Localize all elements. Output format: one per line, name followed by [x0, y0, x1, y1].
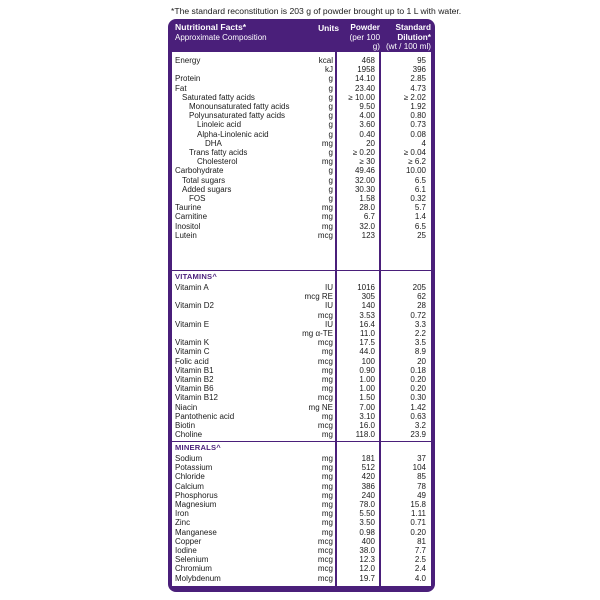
powder-value: 181: [361, 454, 375, 463]
standard-value: 0.71: [410, 518, 426, 528]
table-row: [172, 500, 431, 509]
powder-value: 1016: [357, 283, 375, 292]
nutrient-name: Taurine: [175, 203, 202, 213]
table-row: [172, 430, 431, 439]
table-row: [172, 176, 431, 185]
table-row: [172, 148, 431, 157]
table-row: [172, 130, 431, 139]
powder-value: 0.40: [359, 129, 375, 139]
standard-value: 0.80: [410, 111, 426, 121]
standard-value: 3.3: [414, 319, 426, 329]
powder-value: 23.40: [354, 83, 375, 93]
nutrient-name: Niacin: [175, 402, 198, 412]
standard-value: 7.7: [414, 546, 426, 555]
nutrient-name: Vitamin D2: [175, 301, 214, 311]
unit-cell: mg: [321, 509, 333, 519]
nutrient-name: Trans fatty acids: [189, 148, 248, 157]
standard-value: 1.4: [414, 212, 426, 222]
nutrient-name: FOS: [189, 194, 206, 203]
powder-value: 16.0: [359, 421, 375, 430]
header-standard-cell: [382, 23, 431, 52]
table-row: [172, 555, 431, 564]
standard-value: 81: [417, 536, 426, 546]
table-row: [172, 412, 431, 421]
table-row: [172, 56, 431, 65]
nutrient-name: Total sugars: [182, 175, 226, 185]
powder-value: 38.0: [359, 546, 375, 555]
unit-cell: mg: [321, 454, 333, 463]
standard-value: 15.8: [410, 500, 426, 509]
unit-cell: mcg: [317, 555, 333, 565]
unit-cell: mcg: [317, 356, 333, 366]
nutrient-name: Zinc: [175, 518, 191, 528]
standard-value: 4: [421, 138, 426, 148]
standard-value: ≥ 6.2: [408, 157, 426, 167]
unit-cell: mcg: [317, 393, 333, 403]
powder-value: ≥ 30: [359, 157, 375, 167]
standard-value: 0.20: [410, 375, 426, 384]
header-title: Nutritional Facts*: [175, 22, 247, 32]
unit-cell: g: [328, 83, 333, 93]
powder-value: 30.30: [354, 184, 375, 194]
powder-value: 12.3: [359, 555, 375, 565]
table-row: [172, 166, 431, 175]
table-row: [172, 393, 431, 402]
powder-value: 3.60: [359, 120, 375, 130]
unit-cell: mg: [321, 472, 333, 482]
powder-value: 1.50: [359, 393, 375, 403]
table-row: [172, 203, 431, 212]
table-row: [172, 546, 431, 555]
nutrient-name: Energy: [175, 56, 201, 65]
powder-value: 3.53: [359, 310, 375, 320]
powder-value: 0.90: [359, 365, 375, 375]
standard-value: 396: [412, 65, 426, 75]
table-row: [172, 320, 431, 329]
section-macronutrients: [172, 52, 431, 270]
nutrient-name: Protein: [175, 74, 201, 84]
powder-value: 420: [361, 472, 375, 482]
nutrient-name: Vitamin E: [175, 319, 210, 329]
standard-value: 37: [417, 454, 426, 463]
unit-cell: mcg: [317, 536, 333, 546]
standard-value: 2.5: [414, 555, 426, 565]
standard-value: 0.72: [410, 310, 426, 320]
standard-value: 20: [417, 356, 426, 366]
nutrient-name: Polyunsaturated fatty acids: [189, 111, 286, 121]
unit-cell: mcg: [317, 573, 333, 583]
powder-value: 123: [361, 230, 375, 240]
table-row: [172, 403, 431, 412]
unit-cell: mg: [321, 518, 333, 528]
powder-value: 400: [361, 536, 375, 546]
powder-value: 19.7: [359, 573, 375, 583]
standard-value: 4.0: [414, 573, 426, 583]
unit-cell: mg: [321, 138, 333, 148]
table-row: [172, 537, 431, 546]
nutrient-name: Vitamin B12: [175, 393, 218, 403]
nutrient-name: Iron: [175, 509, 189, 519]
unit-cell: kJ: [325, 65, 333, 75]
powder-value: 11.0: [360, 329, 375, 338]
header-standard-sub: (wt / 100 ml): [385, 42, 431, 51]
nutrient-name: Carnitine: [175, 212, 208, 222]
table-row: [172, 454, 431, 463]
standard-value: 0.63: [410, 411, 426, 421]
section-vitamins: [172, 271, 431, 441]
table-row: [172, 194, 431, 203]
unit-cell: IU: [325, 283, 333, 292]
unit-cell: IU: [325, 301, 333, 311]
nutrient-name: Iodine: [175, 546, 197, 555]
unit-cell: mcg: [317, 546, 333, 555]
nutrient-name: Manganese: [175, 527, 217, 537]
powder-value: 4.00: [359, 111, 375, 121]
standard-value: 104: [412, 463, 426, 473]
unit-cell: mcg: [317, 564, 333, 574]
nutrient-name: Vitamin B6: [175, 384, 214, 394]
table-row: [172, 509, 431, 518]
table-row: [172, 384, 431, 393]
powder-value: 28.0: [359, 203, 375, 213]
powder-value: 512: [361, 463, 375, 473]
unit-cell: g: [328, 102, 333, 111]
powder-value: 49.46: [354, 166, 375, 176]
table-row: [172, 292, 431, 301]
standard-value: 8.9: [414, 347, 426, 357]
powder-value: 240: [361, 490, 375, 500]
powder-value: 1958: [357, 65, 375, 75]
table-row: [172, 84, 431, 93]
table-row: [172, 421, 431, 430]
powder-value: 16.4: [359, 319, 375, 329]
powder-value: 0.98: [359, 527, 375, 537]
powder-value: 20: [366, 138, 375, 148]
nutrient-name: Folic acid: [175, 356, 209, 366]
nutrient-name: Potassium: [175, 463, 213, 473]
unit-cell: g: [328, 74, 333, 84]
powder-value: 6.7: [363, 212, 375, 222]
header-standard: Standard: [395, 23, 431, 32]
unit-cell: mg: [321, 430, 333, 440]
unit-cell: mg: [321, 157, 333, 167]
nutrient-name: DHA: [205, 138, 222, 148]
nutrient-name: Vitamin K: [175, 338, 210, 348]
standard-value: 28: [417, 301, 426, 311]
unit-cell: mg: [321, 221, 333, 231]
standard-value: 4.73: [410, 83, 426, 93]
standard-value: 1.11: [411, 509, 426, 519]
unit-cell: mcg: [317, 230, 333, 240]
table-row: [172, 472, 431, 481]
standard-value: 1.42: [410, 402, 426, 412]
unit-cell: g: [328, 111, 333, 121]
powder-value: 78.0: [359, 500, 375, 509]
table-row: [172, 185, 431, 194]
powder-value: 140: [361, 301, 375, 311]
powder-value: 386: [361, 481, 375, 491]
nutrient-name: Magnesium: [175, 500, 217, 509]
standard-value: ≥ 2.02: [403, 92, 426, 102]
nutrient-name: Fat: [175, 83, 187, 93]
powder-value: 1.00: [359, 375, 375, 384]
section-heading: VITAMINS^: [175, 272, 217, 281]
standard-value: 5.7: [414, 203, 426, 213]
table-row: [172, 283, 431, 292]
unit-cell: mg: [321, 212, 333, 222]
table-row: [172, 222, 431, 231]
table-row: [172, 139, 431, 148]
nutrition-panel: [168, 19, 435, 592]
standard-value: 0.18: [410, 365, 426, 375]
header-standard-2: Dilution*: [397, 32, 431, 42]
standard-value: 6.5: [414, 221, 426, 231]
table-row: [172, 157, 431, 166]
nutrient-name: Chromium: [175, 564, 212, 574]
unit-cell: mg: [321, 203, 333, 213]
table-row: [172, 111, 431, 120]
standard-value: 95: [417, 56, 426, 65]
nutrient-name: Phosphorus: [175, 490, 218, 500]
unit-cell: g: [328, 129, 333, 139]
unit-cell: mg α-TE: [302, 329, 333, 338]
powder-value: 14.10: [354, 74, 375, 84]
table-row: [172, 65, 431, 74]
table-row: [172, 574, 431, 583]
powder-value: 12.0: [359, 564, 375, 574]
table-row: [172, 366, 431, 375]
powder-value: 3.10: [359, 411, 375, 421]
table-row: [172, 329, 431, 338]
table-row: [172, 357, 431, 366]
standard-value: ≥ 0.04: [403, 148, 426, 157]
unit-cell: mg: [321, 365, 333, 375]
nutrient-name: Carbohydrate: [175, 166, 224, 176]
powder-value: 1.58: [359, 194, 375, 203]
powder-value: 44.0: [359, 347, 375, 357]
table-row: [172, 311, 431, 320]
table-row: [172, 120, 431, 129]
standard-value: 1.92: [410, 102, 426, 111]
powder-value: 118.0: [355, 430, 375, 440]
powder-value: 17.5: [359, 338, 375, 348]
table-row: [172, 518, 431, 527]
table-row: [172, 338, 431, 347]
standard-value: 25: [417, 230, 426, 240]
standard-value: 10.00: [405, 166, 426, 176]
unit-cell: g: [328, 175, 333, 185]
nutrient-name: Biotin: [175, 421, 196, 430]
unit-cell: mcg: [317, 310, 333, 320]
powder-value: 1.00: [359, 384, 375, 394]
header-powder-cell: [340, 23, 380, 52]
unit-cell: g: [328, 184, 333, 194]
unit-cell: mg: [321, 411, 333, 421]
unit-cell: mcg: [317, 421, 333, 430]
unit-cell: mcg RE: [304, 292, 333, 302]
standard-value: 2.4: [414, 564, 426, 574]
nutrient-name: Alpha-Linolenic acid: [197, 129, 269, 139]
nutrient-name: Vitamin A: [175, 283, 209, 292]
nutrient-name: Molybdenum: [175, 573, 221, 583]
nutrient-name: Pantothenic acid: [175, 411, 235, 421]
nutrient-name: Saturated fatty acids: [182, 92, 255, 102]
table-row: [172, 93, 431, 102]
standard-value: 0.20: [410, 384, 426, 394]
powder-value: 468: [361, 56, 375, 65]
header-powder: Powder: [350, 23, 380, 32]
standard-value: 6.5: [414, 175, 426, 185]
unit-cell: mcg: [317, 338, 333, 348]
powder-value: ≥ 0.20: [352, 148, 375, 157]
table-row: [172, 375, 431, 384]
reconstitution-note: *The standard reconstitution is 203 g of powder brought up to 1 L with water.: [171, 6, 462, 16]
nutrient-name: Linoleic acid: [197, 120, 242, 130]
table-row: [172, 491, 431, 500]
standard-value: 0.08: [410, 129, 426, 139]
unit-cell: g: [328, 194, 333, 203]
unit-cell: mg: [321, 481, 333, 491]
section-heading: MINERALS^: [175, 443, 221, 452]
header-units: Units: [318, 23, 339, 33]
standard-value: 62: [417, 292, 426, 302]
unit-cell: g: [328, 166, 333, 176]
powder-value: 32.0: [359, 221, 375, 231]
table-row: [172, 231, 431, 240]
table-row: [172, 74, 431, 83]
unit-cell: mg: [321, 490, 333, 500]
standard-value: 205: [412, 283, 426, 292]
unit-cell: g: [328, 148, 333, 157]
table-row: [172, 482, 431, 491]
table-row: [172, 102, 431, 111]
unit-cell: IU: [325, 319, 333, 329]
table-row: [172, 463, 431, 472]
standard-value: 85: [417, 472, 426, 482]
nutrient-name: Selenium: [175, 555, 209, 565]
standard-value: 3.5: [414, 338, 426, 348]
nutrient-name: Choline: [175, 430, 203, 440]
nutrient-name: Vitamin B1: [175, 365, 214, 375]
standard-value: 23.9: [410, 430, 426, 440]
standard-value: 78: [417, 481, 426, 491]
unit-cell: mg: [321, 384, 333, 394]
standard-value: 6.1: [414, 184, 426, 194]
table-row: [172, 528, 431, 537]
nutrient-name: Vitamin B2: [175, 375, 214, 384]
powder-value: 9.50: [359, 102, 375, 111]
unit-cell: g: [328, 120, 333, 130]
standard-value: 49: [417, 490, 426, 500]
unit-cell: mg: [321, 500, 333, 509]
unit-cell: mg: [321, 375, 333, 384]
standard-value: 0.30: [410, 393, 426, 403]
standard-value: 3.2: [414, 421, 426, 430]
unit-cell: kcal: [318, 56, 333, 65]
nutrient-name: Vitamin C: [175, 347, 210, 357]
unit-cell: mg: [321, 527, 333, 537]
unit-cell: g: [328, 92, 333, 102]
unit-cell: mg NE: [308, 402, 333, 412]
nutrient-name: Calcium: [175, 481, 204, 491]
nutrient-name: Lutein: [175, 230, 197, 240]
nutrient-name: Added sugars: [182, 184, 232, 194]
powder-value: 32.00: [354, 175, 375, 185]
powder-value: 7.00: [359, 402, 375, 412]
section-minerals: [172, 442, 431, 586]
standard-value: 2.2: [414, 329, 426, 338]
powder-value: 5.50: [359, 509, 375, 519]
table-row: [172, 212, 431, 221]
powder-value: 3.50: [359, 518, 375, 528]
powder-value: 100: [361, 356, 375, 366]
unit-cell: mg: [321, 347, 333, 357]
nutrient-name: Monounsaturated fatty acids: [189, 102, 290, 111]
standard-value: 0.20: [410, 527, 426, 537]
table-row: [172, 347, 431, 356]
standard-value: 0.32: [410, 194, 426, 203]
nutrient-name: Chloride: [175, 472, 205, 482]
table-row: [172, 301, 431, 310]
header-title-cell: [175, 23, 305, 42]
nutrient-name: Sodium: [175, 454, 203, 463]
powder-value: 305: [361, 292, 375, 302]
nutrient-name: Cholesterol: [197, 157, 238, 167]
table-row: [172, 564, 431, 573]
header-subtitle: Approximate Composition: [175, 32, 267, 42]
nutrient-name: Inositol: [175, 221, 201, 231]
header-powder-sub: (per 100 g): [349, 32, 380, 51]
unit-cell: mg: [321, 463, 333, 473]
standard-value: 0.73: [410, 120, 426, 130]
powder-value: ≥ 10.00: [348, 92, 375, 102]
standard-value: 2.85: [410, 74, 426, 84]
nutrient-name: Copper: [175, 536, 202, 546]
